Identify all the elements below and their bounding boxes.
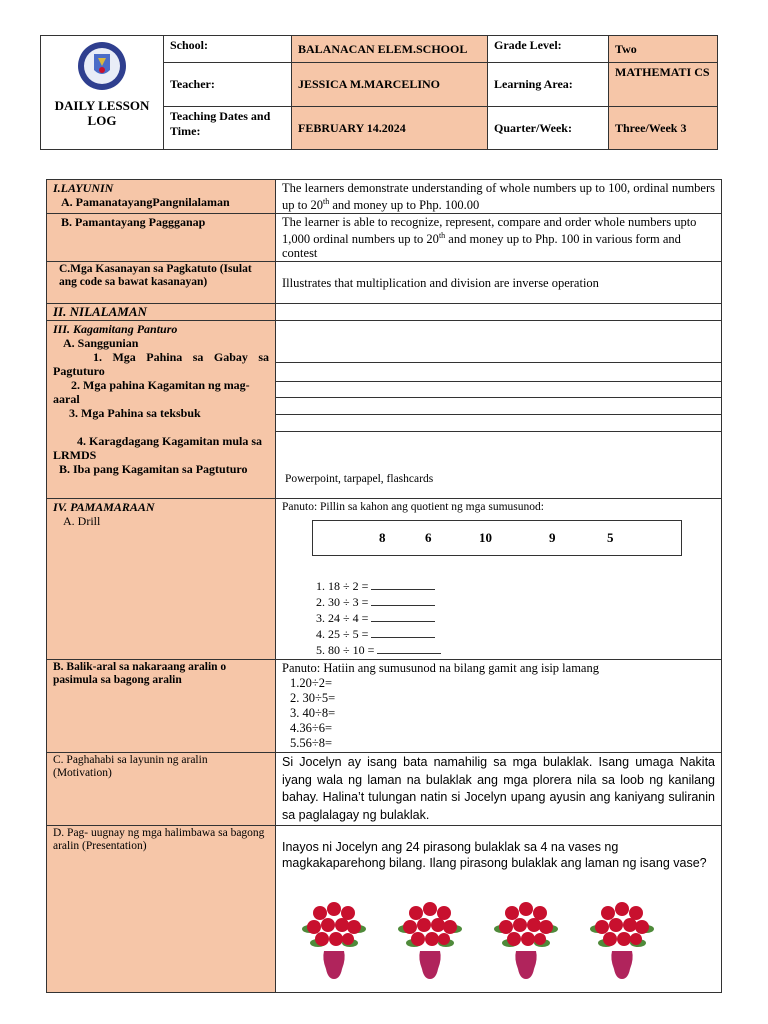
drill-instruction: Panuto: Pillin sa kahon ang quotient ng mga sumusunod: bbox=[282, 501, 544, 514]
list-item bbox=[328, 594, 715, 610]
b-cell bbox=[47, 214, 276, 262]
list-item bbox=[328, 578, 715, 594]
drill-item-text: 30 ÷ 3 = bbox=[328, 595, 369, 610]
balik-item-1: 1.20÷2= bbox=[290, 676, 333, 691]
choice-1: 8 bbox=[379, 530, 386, 546]
choice-2: 6 bbox=[425, 530, 432, 546]
pamamaraan-heading: IV. PAMAMARAAN bbox=[53, 500, 155, 515]
presentation-label: D. Pag- uugnay ng mga halimbawa sa bagong aralin (Presentation) bbox=[47, 826, 276, 993]
sanggunian-label: A. Sanggunian bbox=[63, 336, 139, 351]
s3-value bbox=[276, 398, 721, 415]
flower-vase-icon bbox=[490, 899, 562, 981]
flower-vases bbox=[298, 899, 715, 981]
kagamitan-values bbox=[276, 321, 722, 499]
balik-item-2: 2. 30÷5= bbox=[290, 691, 336, 706]
balik-item-3: 3. 40÷8= bbox=[290, 706, 336, 721]
balik-item-4: 4.36÷6= bbox=[290, 721, 333, 736]
lesson-table bbox=[46, 179, 722, 993]
s4-value bbox=[276, 415, 721, 432]
flower-vase-icon bbox=[586, 899, 658, 981]
header-table bbox=[40, 35, 718, 150]
dates-value: FEBRUARY 14.2024 bbox=[292, 107, 488, 150]
answer-blank bbox=[371, 578, 435, 590]
c-label: C.Mga Kasanayan sa Pagkatuto (Isulat ang code sa bawat kasanayan) bbox=[47, 262, 276, 304]
layunin-heading: I.LAYUNIN bbox=[53, 181, 114, 195]
nilalaman-heading: II. NILALAMAN bbox=[47, 304, 276, 321]
s3-label: 3. Mga Pahina sa teksbuk bbox=[69, 406, 201, 421]
s1-label: 1. Mga Pahina sa Gabay sa Pagtuturo bbox=[53, 350, 269, 379]
area-label: Learning Area: bbox=[488, 63, 609, 107]
list-item bbox=[328, 610, 715, 626]
drill-item-text: 18 ÷ 2 = bbox=[328, 579, 369, 594]
a-sup: th bbox=[322, 197, 330, 206]
choice-4: 9 bbox=[549, 530, 556, 546]
a-label: A. PamanatayangPangnilalaman bbox=[61, 195, 230, 209]
kagamitan-heading: III. Kagamitang Panturo bbox=[53, 322, 178, 337]
teacher-label: Teacher: bbox=[164, 63, 292, 107]
teacher-value: JESSICA M.MARCELINO bbox=[292, 63, 488, 107]
page-title: DAILY LESSON LOG bbox=[54, 98, 150, 128]
a-text: The learners demonstrate understanding of whole numbers up to 100, ordinal numbers up to 20 bbox=[282, 181, 715, 213]
b-text-2: and money up to Php. 100 in various form and contest bbox=[282, 232, 681, 261]
balik-item-5: 5.56÷8= bbox=[290, 736, 333, 751]
balik-label bbox=[47, 660, 276, 753]
s2-label: 2. Mga pahina Kagamitan ng mag-aaral bbox=[53, 378, 250, 407]
drill-item-text: 80 ÷ 10 = bbox=[328, 643, 375, 658]
balik-cell bbox=[276, 660, 722, 753]
list-item bbox=[328, 642, 715, 658]
quarter-label: Quarter/Week: bbox=[488, 107, 609, 150]
motivation-label: C. Paghahabi sa layunin ng aralin (Motivation) bbox=[47, 753, 276, 826]
presentation-text: Inayos ni Jocelyn ang 24 pirasong bulaklak sa 4 na vases ng magkakaparehong bilang. Ilang pirasong bulaklak ang laman ng isang vase? bbox=[282, 840, 707, 871]
drill-cell bbox=[276, 499, 722, 660]
motivation-text: Si Jocelyn ay isang bata namahilig sa mga bulaklak. Isang umaga Nakita iyang wala ng laman na bulaklak ang mga plorera nila sa loob ng kanilang bahay. Halina’t tulungan natin si Jocelyn upang ayusin ang kaniyang suliranin sa paglalagay ng bulaklak. bbox=[276, 753, 722, 826]
answer-blank bbox=[371, 626, 435, 638]
quarter-value: Three/Week 3 bbox=[609, 107, 718, 150]
dates-label: Teaching Dates and Time: bbox=[164, 107, 292, 150]
school-value: BALANACAN ELEM.SCHOOL bbox=[292, 36, 488, 63]
s5-label: B. Iba pang Kagamitan sa Pagtuturo bbox=[59, 462, 248, 477]
presentation-cell bbox=[276, 826, 722, 993]
drill-label: A. Drill bbox=[63, 514, 101, 529]
a-text-2: and money up to Php. 100.00 bbox=[329, 198, 480, 213]
s2-value bbox=[276, 363, 721, 382]
area-value: MATHEMATI CS bbox=[609, 63, 718, 107]
b-text-cell bbox=[276, 214, 722, 262]
answer-blank bbox=[371, 594, 435, 606]
s2b-value bbox=[276, 382, 721, 398]
list-item bbox=[328, 626, 715, 642]
c-text: Illustrates that multiplication and division are inverse operation bbox=[276, 262, 722, 304]
kagamitan-cell bbox=[47, 321, 276, 499]
s1-value bbox=[276, 321, 721, 363]
nilalaman-value bbox=[276, 304, 722, 321]
deped-seal-icon bbox=[74, 40, 130, 92]
choice-box bbox=[312, 520, 682, 556]
grade-value: Two bbox=[609, 36, 718, 63]
choice-3: 10 bbox=[479, 530, 492, 546]
layunin-cell bbox=[47, 180, 276, 214]
school-label: School: bbox=[164, 36, 292, 63]
choice-5: 5 bbox=[607, 530, 614, 546]
pamamaraan-cell bbox=[47, 499, 276, 660]
drill-list bbox=[282, 578, 715, 658]
logo-cell bbox=[41, 36, 164, 150]
b-text: The learner is able to recognize, represent, compare and order whole numbers upto 1,000 ordinal numbers up to 20 bbox=[282, 215, 697, 247]
flower-vase-icon bbox=[394, 899, 466, 981]
a-text-cell bbox=[276, 180, 722, 214]
grade-label: Grade Level: bbox=[488, 36, 609, 63]
answer-blank bbox=[371, 610, 435, 622]
s5-value: Powerpoint, tarpapel, flashcards bbox=[285, 473, 434, 486]
b-sup: th bbox=[438, 231, 446, 241]
b-label: B. Pamantayang Paggganap bbox=[61, 215, 206, 230]
answer-blank bbox=[377, 642, 441, 654]
balik-instruction: Panuto: Hatiin ang sumusunod na bilang gamit ang isip lamang bbox=[282, 661, 599, 676]
drill-item-text: 25 ÷ 5 = bbox=[328, 627, 369, 642]
drill-item-text: 24 ÷ 4 = bbox=[328, 611, 369, 626]
flower-vase-icon bbox=[298, 899, 370, 981]
s4-label: 4. Karagdagang Kagamitan mula sa LRMDS bbox=[53, 434, 263, 463]
balik-label-text: B. Balik-aral sa nakaraang aralin o pasimula sa bagong aralin bbox=[53, 661, 227, 687]
